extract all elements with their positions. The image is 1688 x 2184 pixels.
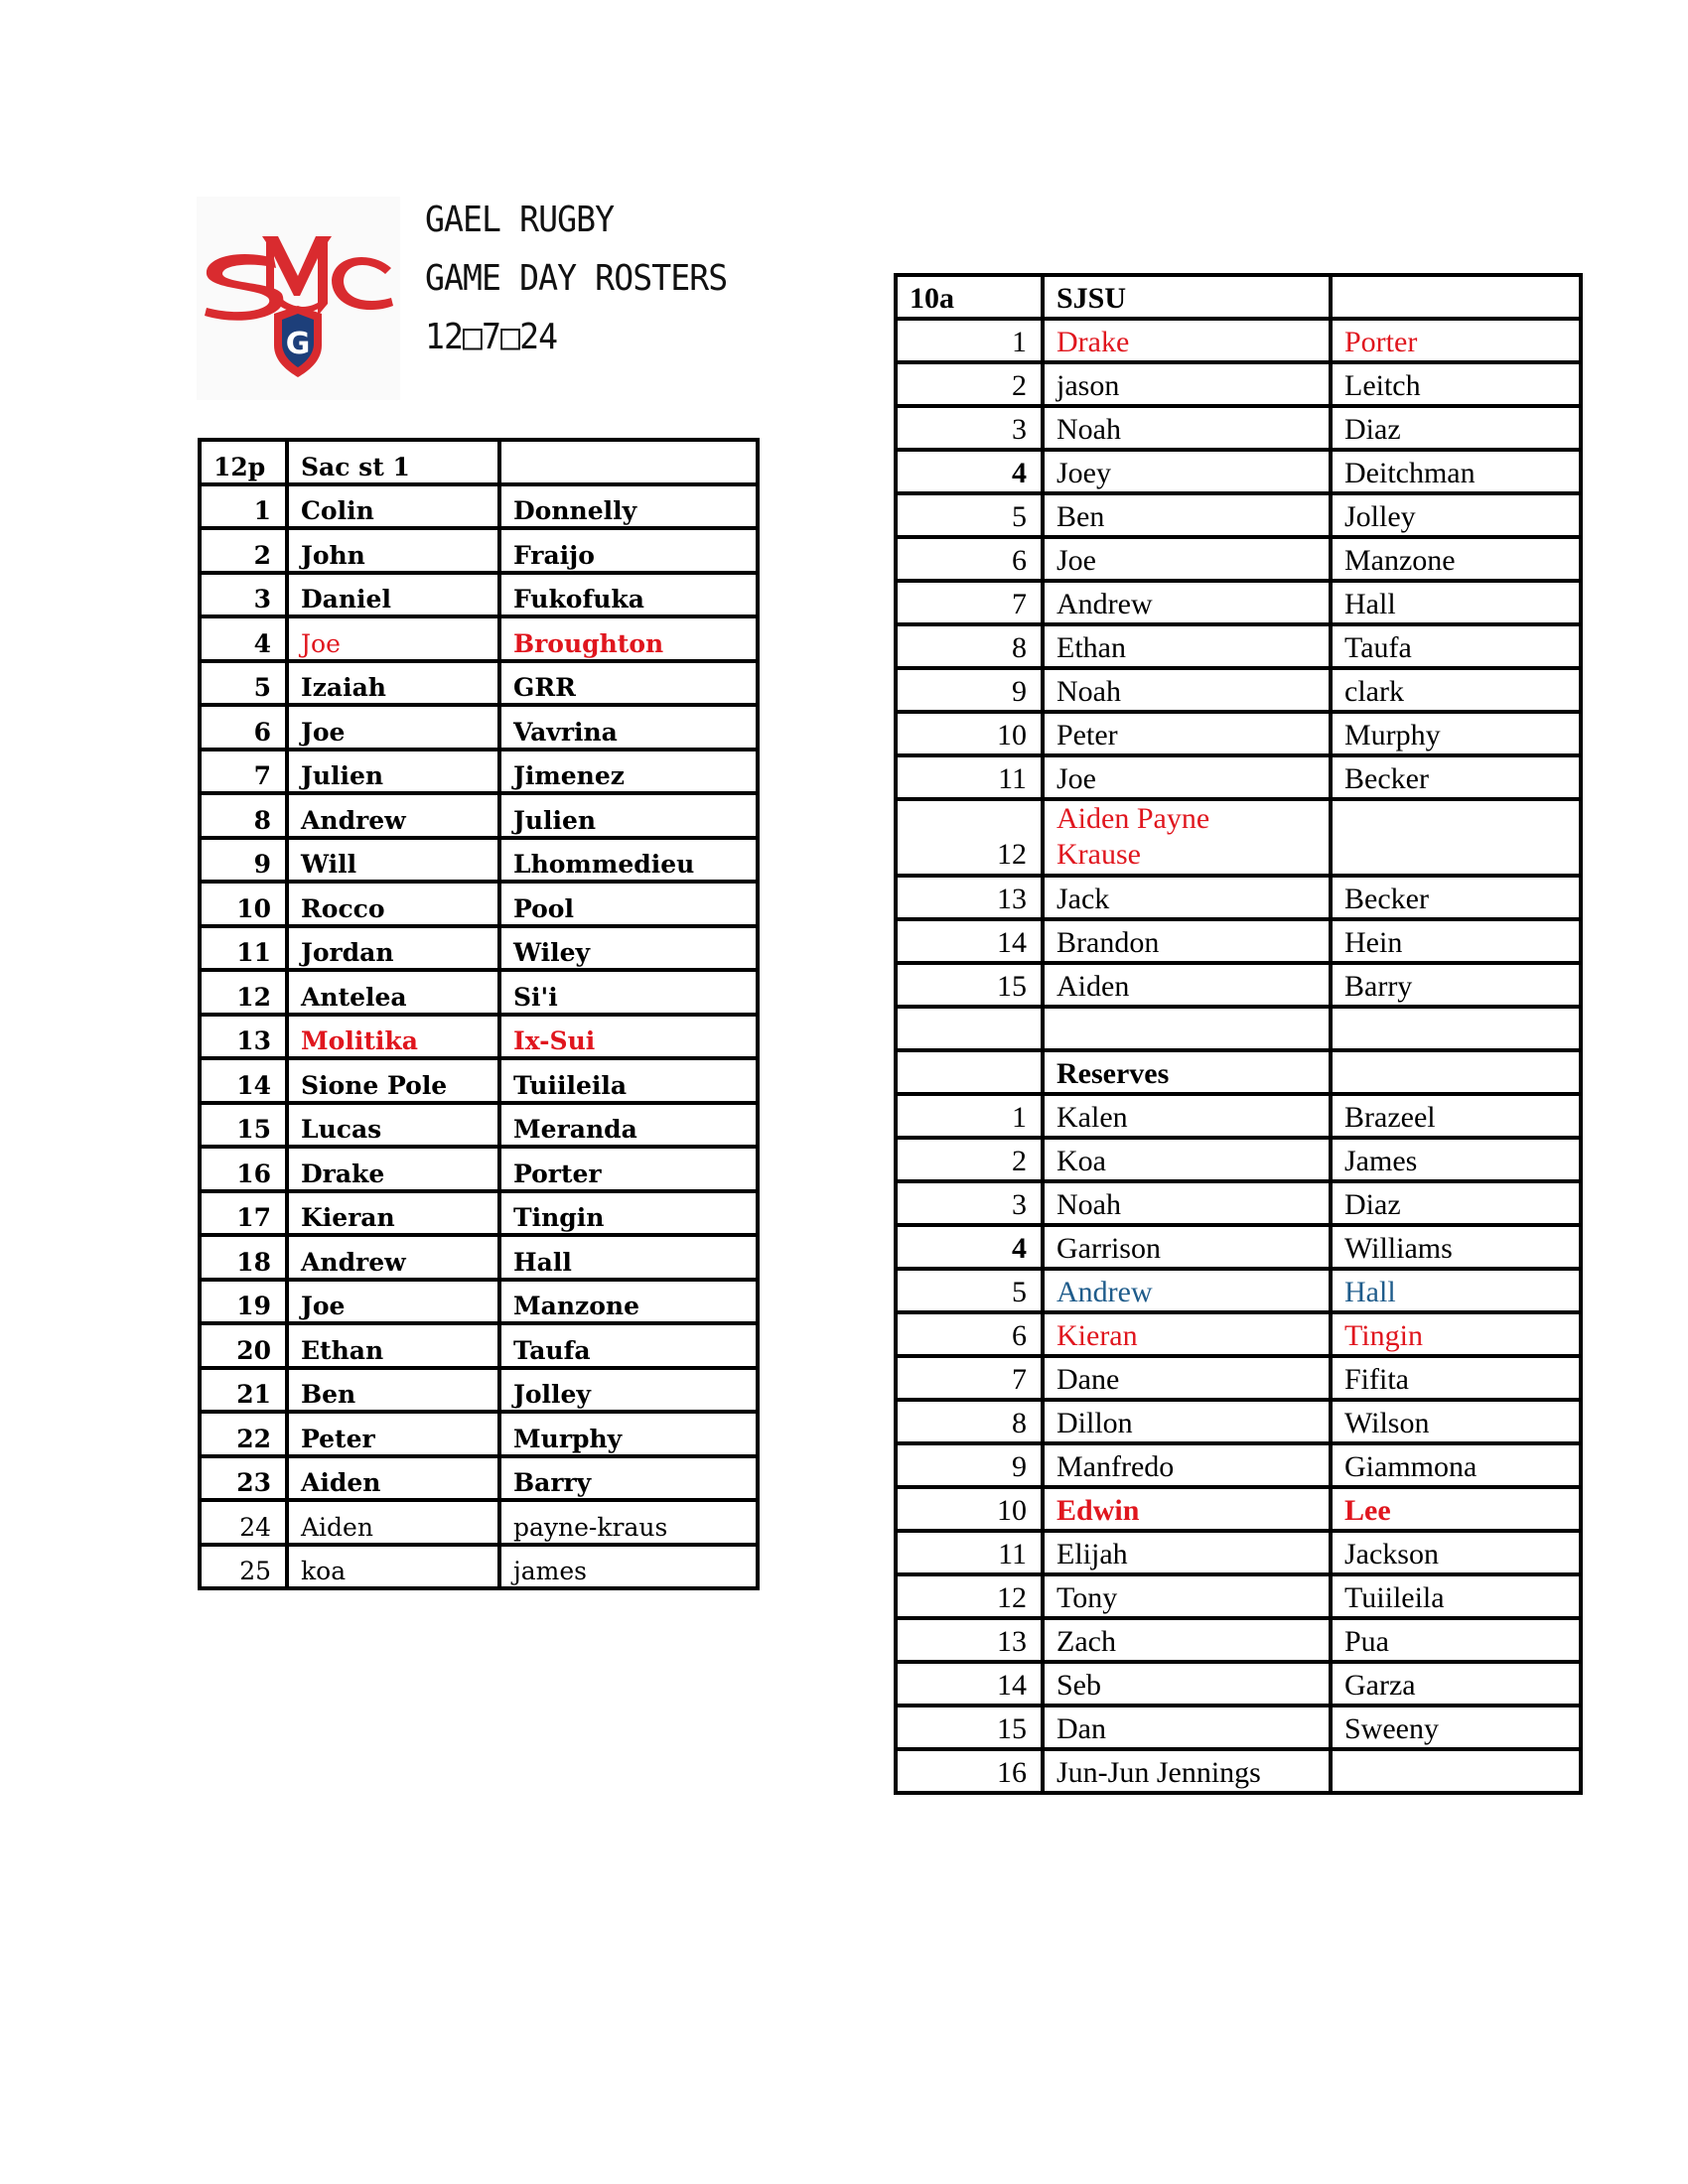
player-last-name: Hein — [1331, 919, 1581, 963]
player-last-name: Jolley — [499, 1368, 758, 1413]
table-row — [896, 755, 1581, 799]
player-first-name — [1043, 799, 1331, 876]
player-number: 7 — [200, 750, 287, 794]
player-number: 9 — [896, 668, 1043, 712]
player-number: 1 — [200, 484, 287, 529]
player-last-name: Deitchman — [1331, 450, 1581, 493]
player-last-name: Fraijo — [499, 528, 758, 573]
player-number: 12 — [896, 1574, 1043, 1618]
player-first-name: Andrew — [287, 793, 499, 838]
player-first-name: Joe — [1043, 537, 1331, 581]
smc-logo-icon — [197, 197, 400, 400]
table-row — [200, 1368, 758, 1413]
player-first-name: Izaiah — [287, 661, 499, 706]
player-last-name — [1331, 1007, 1581, 1050]
player-number: 14 — [896, 1662, 1043, 1706]
player-last-name: Vavrina — [499, 705, 758, 750]
player-first-name: Andrew — [287, 1235, 499, 1280]
table-row — [896, 450, 1581, 493]
player-number: 12 — [896, 799, 1043, 876]
player-first-name: jason — [1043, 362, 1331, 406]
match-time: 12p — [200, 440, 287, 484]
player-first-name: Garrison — [1043, 1225, 1331, 1269]
reserve-row — [896, 1356, 1581, 1400]
player-first-name: Jack — [1043, 876, 1331, 919]
player-number: 25 — [200, 1545, 287, 1589]
player-first-name: Zach — [1043, 1618, 1331, 1662]
player-number: 4 — [896, 450, 1043, 493]
reserve-row — [896, 1574, 1581, 1618]
player-first-name: Lucas — [287, 1103, 499, 1148]
player-first-name: Joe — [287, 1280, 499, 1324]
player-first-name: Molitika — [287, 1015, 499, 1059]
reserve-row — [896, 1094, 1581, 1138]
player-number: 17 — [200, 1191, 287, 1236]
reserve-row — [896, 1225, 1581, 1269]
table-header-row — [896, 275, 1581, 319]
player-number: 1 — [896, 319, 1043, 362]
player-number: 4 — [200, 616, 287, 661]
player-first-name: Andrew — [1043, 1269, 1331, 1312]
player-number: 2 — [200, 528, 287, 573]
empty-cell — [896, 1050, 1043, 1094]
player-number: 9 — [896, 1443, 1043, 1487]
player-first-name: Joe — [1043, 755, 1331, 799]
player-last-name: Jolley — [1331, 493, 1581, 537]
player-last-name: Porter — [499, 1147, 758, 1191]
table-row — [200, 1235, 758, 1280]
player-first-name: Ethan — [287, 1323, 499, 1368]
table-row — [896, 406, 1581, 450]
table-row — [200, 1500, 758, 1545]
table-row — [200, 926, 758, 971]
player-last-name — [1331, 1749, 1581, 1793]
table-row — [200, 970, 758, 1015]
player-last-name: Julien — [499, 793, 758, 838]
player-first-name: Koa — [1043, 1138, 1331, 1181]
reserve-row — [896, 1400, 1581, 1443]
player-first-name: Colin — [287, 484, 499, 529]
player-last-name: Tuiileila — [499, 1058, 758, 1103]
player-number: 11 — [896, 755, 1043, 799]
player-first-name: Ethan — [1043, 624, 1331, 668]
table-row — [896, 319, 1581, 362]
player-last-name: payne-kraus — [499, 1500, 758, 1545]
empty-cell — [1331, 275, 1581, 319]
player-last-name: Porter — [1331, 319, 1581, 362]
reserves-label: Reserves — [1043, 1050, 1331, 1094]
player-first-name: Jordan — [287, 926, 499, 971]
player-number: 24 — [200, 1500, 287, 1545]
table-row — [896, 493, 1581, 537]
player-first-name: Joe — [287, 616, 499, 661]
player-last-name: Taufa — [499, 1323, 758, 1368]
player-first-name: Dillon — [1043, 1400, 1331, 1443]
player-last-name: GRR — [499, 661, 758, 706]
table-row — [200, 1456, 758, 1501]
player-number: 23 — [200, 1456, 287, 1501]
player-last-name: Tuiileila — [1331, 1574, 1581, 1618]
player-first-name: Will — [287, 838, 499, 883]
table-row — [200, 484, 758, 529]
player-first-name: Julien — [287, 750, 499, 794]
player-number: 13 — [896, 876, 1043, 919]
player-first-name: Daniel — [287, 573, 499, 617]
opponent-name: Sac st 1 — [287, 440, 499, 484]
player-first-name: Brandon — [1043, 919, 1331, 963]
player-last-name: Becker — [1331, 876, 1581, 919]
reserve-row — [896, 1706, 1581, 1749]
table-row — [200, 705, 758, 750]
player-number: 12 — [200, 970, 287, 1015]
player-last-name: Hall — [499, 1235, 758, 1280]
player-last-name: Tingin — [1331, 1312, 1581, 1356]
smc-logo — [197, 197, 400, 400]
player-last-name: Hall — [1331, 581, 1581, 624]
player-first-name: koa — [287, 1545, 499, 1589]
player-number: 5 — [896, 493, 1043, 537]
player-number: 22 — [200, 1412, 287, 1456]
title-team: GAEL RUGBY — [425, 200, 615, 240]
table-row — [896, 537, 1581, 581]
player-number: 8 — [200, 793, 287, 838]
table-row — [200, 1323, 758, 1368]
table-row — [200, 793, 758, 838]
table-row — [200, 750, 758, 794]
player-number: 7 — [896, 1356, 1043, 1400]
player-first-name: Joey — [1043, 450, 1331, 493]
player-last-name: Leitch — [1331, 362, 1581, 406]
table-row — [200, 1015, 758, 1059]
player-first-name: Noah — [1043, 406, 1331, 450]
match-time: 10a — [896, 275, 1043, 319]
player-first-name: Rocco — [287, 882, 499, 926]
player-last-name: Wiley — [499, 926, 758, 971]
player-number: 5 — [200, 661, 287, 706]
player-number: 3 — [200, 573, 287, 617]
player-first-name: Dan — [1043, 1706, 1331, 1749]
player-last-name: Tingin — [499, 1191, 758, 1236]
player-last-name: Barry — [1331, 963, 1581, 1007]
player-first-name: Elijah — [1043, 1531, 1331, 1574]
player-last-name: Giammona — [1331, 1443, 1581, 1487]
player-first-name — [1043, 1007, 1331, 1050]
table-row — [200, 528, 758, 573]
player-last-name: Jackson — [1331, 1531, 1581, 1574]
player-last-name: Becker — [1331, 755, 1581, 799]
table-row — [896, 799, 1581, 876]
player-first-name: Aiden — [287, 1500, 499, 1545]
player-last-name: Pua — [1331, 1618, 1581, 1662]
player-number: 6 — [896, 1312, 1043, 1356]
player-number: 15 — [896, 963, 1043, 1007]
table-row — [200, 1280, 758, 1324]
table-row — [200, 616, 758, 661]
player-number: 19 — [200, 1280, 287, 1324]
reserve-row — [896, 1269, 1581, 1312]
table-row — [200, 838, 758, 883]
table-row — [200, 1058, 758, 1103]
table-row — [896, 919, 1581, 963]
player-number: 8 — [896, 1400, 1043, 1443]
table-row — [896, 362, 1581, 406]
player-number: 6 — [896, 537, 1043, 581]
player-number: 3 — [896, 406, 1043, 450]
table-header-row — [200, 440, 758, 484]
player-last-name: Barry — [499, 1456, 758, 1501]
player-first-name: Peter — [1043, 712, 1331, 755]
player-first-name: Aiden — [287, 1456, 499, 1501]
document-title — [425, 191, 727, 366]
player-last-name: Si'i — [499, 970, 758, 1015]
player-first-name: Dane — [1043, 1356, 1331, 1400]
player-number: 3 — [896, 1181, 1043, 1225]
roster-table-sac-st — [198, 438, 760, 1590]
player-last-name: Ix-Sui — [499, 1015, 758, 1059]
table-row — [896, 668, 1581, 712]
player-first-name: Peter — [287, 1412, 499, 1456]
player-first-name: Drake — [1043, 319, 1331, 362]
table-row — [200, 882, 758, 926]
player-first-name: Kieran — [287, 1191, 499, 1236]
empty-cell — [499, 440, 758, 484]
player-first-name: Noah — [1043, 1181, 1331, 1225]
player-last-name: Lhommedieu — [499, 838, 758, 883]
player-number: 20 — [200, 1323, 287, 1368]
table-row — [896, 581, 1581, 624]
reserve-row — [896, 1181, 1581, 1225]
roster-table-sjsu — [894, 273, 1583, 1795]
player-last-name: Pool — [499, 882, 758, 926]
reserve-row — [896, 1443, 1581, 1487]
reserve-row — [896, 1487, 1581, 1531]
player-number: 9 — [200, 838, 287, 883]
table-row — [896, 624, 1581, 668]
player-last-name: Diaz — [1331, 1181, 1581, 1225]
player-last-name — [1331, 799, 1581, 876]
player-last-name: Broughton — [499, 616, 758, 661]
player-last-name: Diaz — [1331, 406, 1581, 450]
player-last-name: Hall — [1331, 1269, 1581, 1312]
reserve-row — [896, 1618, 1581, 1662]
table-row — [200, 1412, 758, 1456]
table-row — [200, 1545, 758, 1589]
player-last-name: Manzone — [1331, 537, 1581, 581]
player-number: 13 — [200, 1015, 287, 1059]
player-last-name: Taufa — [1331, 624, 1581, 668]
table-row — [200, 1147, 758, 1191]
table-row — [896, 963, 1581, 1007]
player-last-name: Murphy — [499, 1412, 758, 1456]
reserve-row — [896, 1749, 1581, 1793]
table-row — [200, 1191, 758, 1236]
player-last-name: Sweeny — [1331, 1706, 1581, 1749]
player-last-name: Fifita — [1331, 1356, 1581, 1400]
player-number: 4 — [896, 1225, 1043, 1269]
player-first-name: Tony — [1043, 1574, 1331, 1618]
reserves-header-row — [896, 1050, 1581, 1094]
player-number: 6 — [200, 705, 287, 750]
table-row — [200, 573, 758, 617]
opponent-name: SJSU — [1043, 275, 1331, 319]
reserve-row — [896, 1662, 1581, 1706]
reserve-row — [896, 1312, 1581, 1356]
empty-row — [896, 1007, 1581, 1050]
player-first-name: Seb — [1043, 1662, 1331, 1706]
svg-text:G: G — [285, 327, 311, 361]
player-first-name: Ben — [1043, 493, 1331, 537]
table-row — [200, 1103, 758, 1148]
player-first-name: Kalen — [1043, 1094, 1331, 1138]
name-line: Krause — [1056, 838, 1141, 871]
player-last-name: Williams — [1331, 1225, 1581, 1269]
player-number: 10 — [896, 712, 1043, 755]
player-last-name: clark — [1331, 668, 1581, 712]
player-first-name: Aiden — [1043, 963, 1331, 1007]
player-last-name: Lee — [1331, 1487, 1581, 1531]
player-number: 5 — [896, 1269, 1043, 1312]
player-first-name: John — [287, 528, 499, 573]
player-last-name: Brazeel — [1331, 1094, 1581, 1138]
title-rosters: GAME DAY ROSTERS — [425, 258, 728, 299]
player-number: 11 — [896, 1531, 1043, 1574]
player-first-name: Drake — [287, 1147, 499, 1191]
player-first-name: Ben — [287, 1368, 499, 1413]
player-last-name: James — [1331, 1138, 1581, 1181]
player-number: 14 — [200, 1058, 287, 1103]
table-row — [896, 712, 1581, 755]
player-last-name: Jimenez — [499, 750, 758, 794]
player-last-name: james — [499, 1545, 758, 1589]
player-last-name: Manzone — [499, 1280, 758, 1324]
player-first-name: Noah — [1043, 668, 1331, 712]
player-number: 7 — [896, 581, 1043, 624]
player-last-name: Wilson — [1331, 1400, 1581, 1443]
table-row — [200, 661, 758, 706]
player-number: 15 — [896, 1706, 1043, 1749]
player-number: 15 — [200, 1103, 287, 1148]
player-last-name: Meranda — [499, 1103, 758, 1148]
player-last-name: Fukofuka — [499, 573, 758, 617]
player-first-name: Kieran — [1043, 1312, 1331, 1356]
player-last-name: Garza — [1331, 1662, 1581, 1706]
player-last-name: Murphy — [1331, 712, 1581, 755]
player-first-name: Joe — [287, 705, 499, 750]
name-line: Aiden Payne — [1056, 802, 1210, 835]
player-number — [896, 1007, 1043, 1050]
player-first-name: Jun-Jun Jennings — [1043, 1749, 1331, 1793]
table-row — [896, 876, 1581, 919]
player-first-name: Andrew — [1043, 581, 1331, 624]
player-number: 10 — [896, 1487, 1043, 1531]
player-number: 2 — [896, 362, 1043, 406]
player-first-name: Manfredo — [1043, 1443, 1331, 1487]
player-first-name: Edwin — [1043, 1487, 1331, 1531]
player-number: 1 — [896, 1094, 1043, 1138]
player-number: 21 — [200, 1368, 287, 1413]
player-number: 16 — [200, 1147, 287, 1191]
reserve-row — [896, 1138, 1581, 1181]
player-first-name: Sione Pole — [287, 1058, 499, 1103]
player-number: 16 — [896, 1749, 1043, 1793]
player-number: 10 — [200, 882, 287, 926]
player-number: 8 — [896, 624, 1043, 668]
player-number: 11 — [200, 926, 287, 971]
title-date: 12□7□24 — [425, 317, 558, 357]
player-number: 14 — [896, 919, 1043, 963]
reserve-row — [896, 1531, 1581, 1574]
empty-cell — [1331, 1050, 1581, 1094]
player-number: 13 — [896, 1618, 1043, 1662]
player-last-name: Donnelly — [499, 484, 758, 529]
player-number: 2 — [896, 1138, 1043, 1181]
player-first-name: Antelea — [287, 970, 499, 1015]
player-number: 18 — [200, 1235, 287, 1280]
